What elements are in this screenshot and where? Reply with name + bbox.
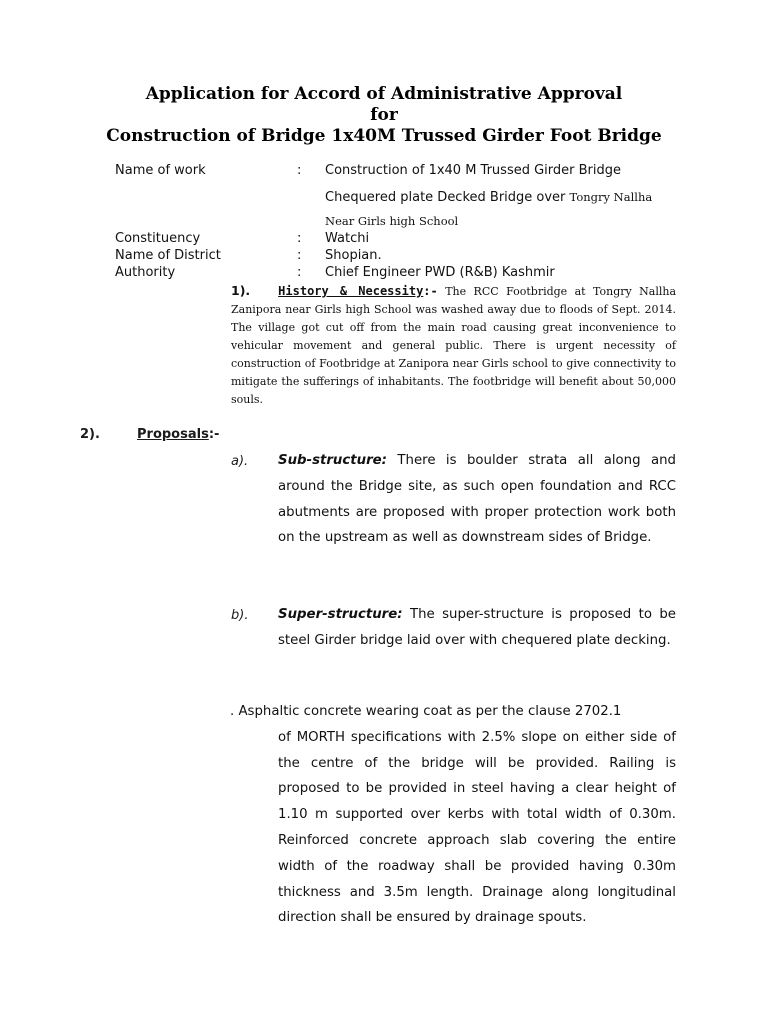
name-of-work-value-line-2	[325, 190, 652, 205]
document-title-line-1: Application for Accord of Administrative Approval	[145, 84, 623, 104]
history-paragraph	[231, 282, 676, 409]
asphalt-paragraph	[230, 699, 676, 931]
name-of-work-value-line-2b: Tongry Nallha	[569, 190, 653, 204]
proposal-a-paragraph	[278, 448, 676, 551]
constituency-value: Watchi	[325, 231, 370, 246]
name-of-work-value-line-1: Construction of 1x40 M Trussed Girder Bridge	[325, 163, 622, 178]
name-of-work-value-line-3: Near Girls high School	[325, 214, 459, 228]
constituency-label: Constituency	[115, 231, 201, 246]
authority-label: Authority	[115, 265, 176, 280]
document-title-line-2: for	[370, 105, 398, 125]
proposal-b-lead: Super-structure:	[278, 607, 403, 622]
proposals-number: 2).	[80, 427, 100, 442]
proposals-heading-text: Proposals	[137, 427, 209, 442]
proposals-heading-suffix: :-	[208, 427, 220, 442]
name-of-work-value-line-2a: Chequered plate Decked Bridge over	[325, 190, 566, 205]
asphalt-rest: of MORTH specifications with 2.5% slope on either side of the centre of the bridge will be provided. Railing is proposed to be provided in steel having a clear height of 1.10 m supported over kerbs with total width of 0.30m. Reinforced concrete approach slab covering the entire width of the roadway shall be provided having 0.30m thickness and 3.5m length. Drainage along longitudinal direction shall be ensured by drainage spouts.	[278, 729, 676, 926]
history-number: 1).	[231, 283, 251, 298]
asphalt-first-line: . Asphaltic concrete wearing coat as per the clause 2702.1	[230, 704, 622, 719]
proposal-a-marker: a).	[231, 454, 249, 469]
proposal-b-paragraph	[278, 602, 676, 654]
district-colon: :	[297, 248, 302, 263]
name-of-work-label: Name of work	[115, 163, 206, 178]
proposal-b-text: The super-structure is proposed to be steel Girder bridge laid over with chequered plate decking.	[278, 607, 676, 648]
proposal-a-lead: Sub-structure:	[278, 453, 387, 468]
name-of-work-colon: :	[297, 163, 302, 178]
proposal-b-marker: b).	[231, 608, 249, 623]
history-heading-suffix: :-	[423, 284, 438, 298]
proposal-a-text: There is boulder strata all along and around the Bridge site, as such open foundation and RCC abutments are proposed with proper protection work both on the upstream as well as downstream sides of Bridge.	[278, 453, 676, 546]
document-title-line-3: Construction of Bridge 1x40M Trussed Girder Foot Bridge	[106, 126, 662, 146]
proposals-heading	[137, 427, 219, 442]
history-heading: History & Necessity	[278, 284, 424, 298]
history-text: The RCC Footbridge at Tongry Nallha Zanipora near Girls high School was washed away due to floods of Sept. 2014. The village got cut off from the main road causing great inconvenience to vehicular movement and general public. There is urgent necessity of construction of Footbridge at Zanipora near Girls school to give connectivity to mitigate the sufferings of inhabitants. The footbridge will benefit about 50,000 souls.	[231, 285, 676, 406]
authority-value: Chief Engineer PWD (R&B) Kashmir	[325, 265, 555, 280]
constituency-colon: :	[297, 231, 302, 246]
district-value: Shopian.	[325, 248, 382, 263]
authority-colon: :	[297, 265, 302, 280]
district-label: Name of District	[115, 248, 221, 263]
